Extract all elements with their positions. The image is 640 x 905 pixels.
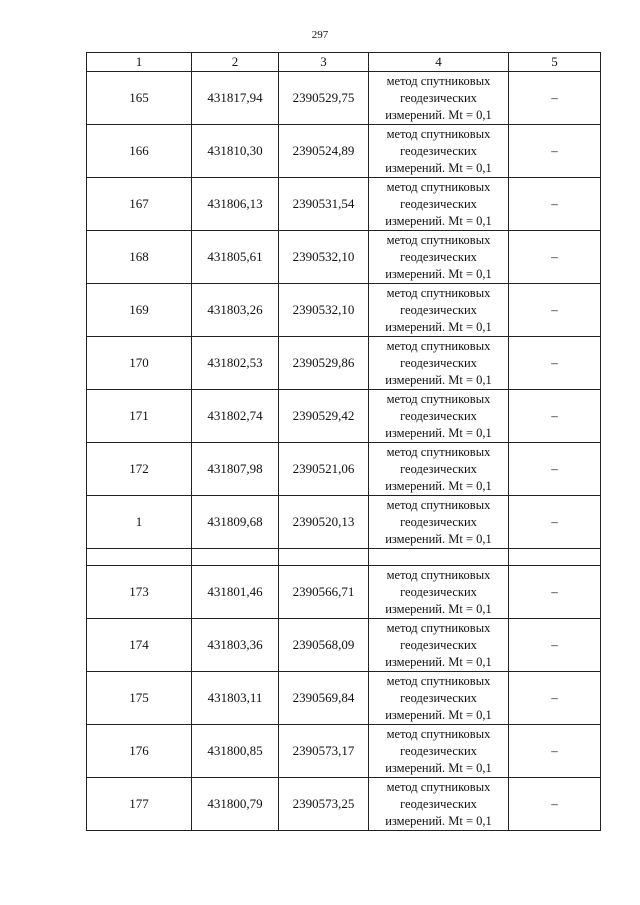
table-row [87,178,601,231]
y-coordinate-cell: 2390529,75 [279,72,369,125]
method-line: измерений. Mt = 0,1 [385,654,492,669]
method-cell [369,443,509,496]
method-line: измерений. Mt = 0,1 [385,601,492,616]
method-cell [369,125,509,178]
method-line: измерений. Mt = 0,1 [385,425,492,440]
table-row [87,284,601,337]
method-line: метод спутниковых [386,232,491,247]
description-cell: – [509,725,601,778]
method-line: геодезических [400,743,477,758]
description-cell: – [509,443,601,496]
y-coordinate-cell: 2390568,09 [279,619,369,672]
method-line: измерений. Mt = 0,1 [385,760,492,775]
method-line: геодезических [400,637,477,652]
method-line: геодезических [400,584,477,599]
description-cell: – [509,337,601,390]
method-cell [369,178,509,231]
description-cell: – [509,390,601,443]
y-coordinate-cell: 2390573,25 [279,778,369,831]
method-line: метод спутниковых [386,126,491,141]
method-cell [369,284,509,337]
method-line: метод спутниковых [386,673,491,688]
y-coordinate-cell: 2390532,10 [279,231,369,284]
y-coordinate-cell: 2390569,84 [279,672,369,725]
y-coordinate-cell: 2390521,06 [279,443,369,496]
method-cell [369,778,509,831]
method-line: метод спутниковых [386,338,491,353]
method-line: метод спутниковых [386,391,491,406]
method-line: метод спутниковых [386,620,491,635]
method-line: метод спутниковых [386,444,491,459]
method-line: геодезических [400,461,477,476]
description-cell: – [509,778,601,831]
method-line: измерений. Mt = 0,1 [385,266,492,281]
table-row [87,778,601,831]
method-line: измерений. Mt = 0,1 [385,213,492,228]
method-cell [369,619,509,672]
x-coordinate-cell: 431817,94 [192,72,279,125]
method-cell [369,72,509,125]
method-line: метод спутниковых [386,179,491,194]
method-line: метод спутниковых [386,779,491,794]
table-row [87,125,601,178]
y-coordinate-cell: 2390566,71 [279,566,369,619]
y-coordinate-cell: 2390573,17 [279,725,369,778]
table-row [87,443,601,496]
method-line: метод спутниковых [386,567,491,582]
method-line: геодезических [400,302,477,317]
description-cell: – [509,672,601,725]
point-number-cell: 176 [87,725,192,778]
empty-cell [509,549,601,566]
description-cell: – [509,619,601,672]
x-coordinate-cell: 431810,30 [192,125,279,178]
method-line: измерений. Mt = 0,1 [385,531,492,546]
point-number-cell: 166 [87,125,192,178]
method-cell [369,672,509,725]
table-row [87,496,601,549]
point-number-cell: 169 [87,284,192,337]
table-row [87,725,601,778]
point-number-cell: 167 [87,178,192,231]
column-header: 2 [192,53,279,72]
column-header: 5 [509,53,601,72]
y-coordinate-cell: 2390531,54 [279,178,369,231]
method-cell [369,390,509,443]
column-header: 3 [279,53,369,72]
x-coordinate-cell: 431803,26 [192,284,279,337]
y-coordinate-cell: 2390529,86 [279,337,369,390]
x-coordinate-cell: 431806,13 [192,178,279,231]
method-line: измерений. Mt = 0,1 [385,107,492,122]
description-cell: – [509,125,601,178]
x-coordinate-cell: 431800,85 [192,725,279,778]
point-number-cell: 174 [87,619,192,672]
y-coordinate-cell: 2390520,13 [279,496,369,549]
method-line: метод спутниковых [386,73,491,88]
description-cell: – [509,284,601,337]
point-number-cell: 1 [87,496,192,549]
method-line: геодезических [400,408,477,423]
description-cell: – [509,178,601,231]
method-line: геодезических [400,355,477,370]
description-cell: – [509,496,601,549]
x-coordinate-cell: 431809,68 [192,496,279,549]
x-coordinate-cell: 431807,98 [192,443,279,496]
empty-cell [279,549,369,566]
method-line: измерений. Mt = 0,1 [385,478,492,493]
table-row [87,619,601,672]
x-coordinate-cell: 431801,46 [192,566,279,619]
method-line: измерений. Mt = 0,1 [385,160,492,175]
method-cell [369,337,509,390]
description-cell: – [509,231,601,284]
table-row [87,231,601,284]
y-coordinate-cell: 2390532,10 [279,284,369,337]
table-header-row [87,53,601,72]
description-cell: – [509,566,601,619]
y-coordinate-cell: 2390524,89 [279,125,369,178]
method-line: геодезических [400,143,477,158]
method-cell [369,496,509,549]
x-coordinate-cell: 431803,36 [192,619,279,672]
column-header: 4 [369,53,509,72]
table-row [87,672,601,725]
point-number-cell: 172 [87,443,192,496]
point-number-cell: 175 [87,672,192,725]
method-line: метод спутниковых [386,726,491,741]
method-cell [369,725,509,778]
method-line: геодезических [400,796,477,811]
separator-row [87,549,601,566]
method-line: измерений. Mt = 0,1 [385,319,492,334]
empty-cell [87,549,192,566]
coordinates-table [86,52,601,831]
point-number-cell: 170 [87,337,192,390]
table-row [87,337,601,390]
x-coordinate-cell: 431802,74 [192,390,279,443]
method-line: геодезических [400,249,477,264]
empty-cell [192,549,279,566]
point-number-cell: 171 [87,390,192,443]
method-line: измерений. Mt = 0,1 [385,372,492,387]
table-row [87,566,601,619]
x-coordinate-cell: 431800,79 [192,778,279,831]
method-line: геодезических [400,90,477,105]
x-coordinate-cell: 431802,53 [192,337,279,390]
point-number-cell: 165 [87,72,192,125]
point-number-cell: 173 [87,566,192,619]
method-line: геодезических [400,514,477,529]
method-line: измерений. Mt = 0,1 [385,813,492,828]
description-cell: – [509,72,601,125]
y-coordinate-cell: 2390529,42 [279,390,369,443]
point-number-cell: 168 [87,231,192,284]
method-line: метод спутниковых [386,285,491,300]
table-row [87,72,601,125]
page-number: 297 [311,29,329,41]
column-header: 1 [87,53,192,72]
method-line: измерений. Mt = 0,1 [385,707,492,722]
empty-cell [369,549,509,566]
point-number-cell: 177 [87,778,192,831]
table-row [87,390,601,443]
method-line: геодезических [400,196,477,211]
method-cell [369,566,509,619]
method-line: метод спутниковых [386,497,491,512]
method-line: геодезических [400,690,477,705]
method-cell [369,231,509,284]
x-coordinate-cell: 431805,61 [192,231,279,284]
x-coordinate-cell: 431803,11 [192,672,279,725]
